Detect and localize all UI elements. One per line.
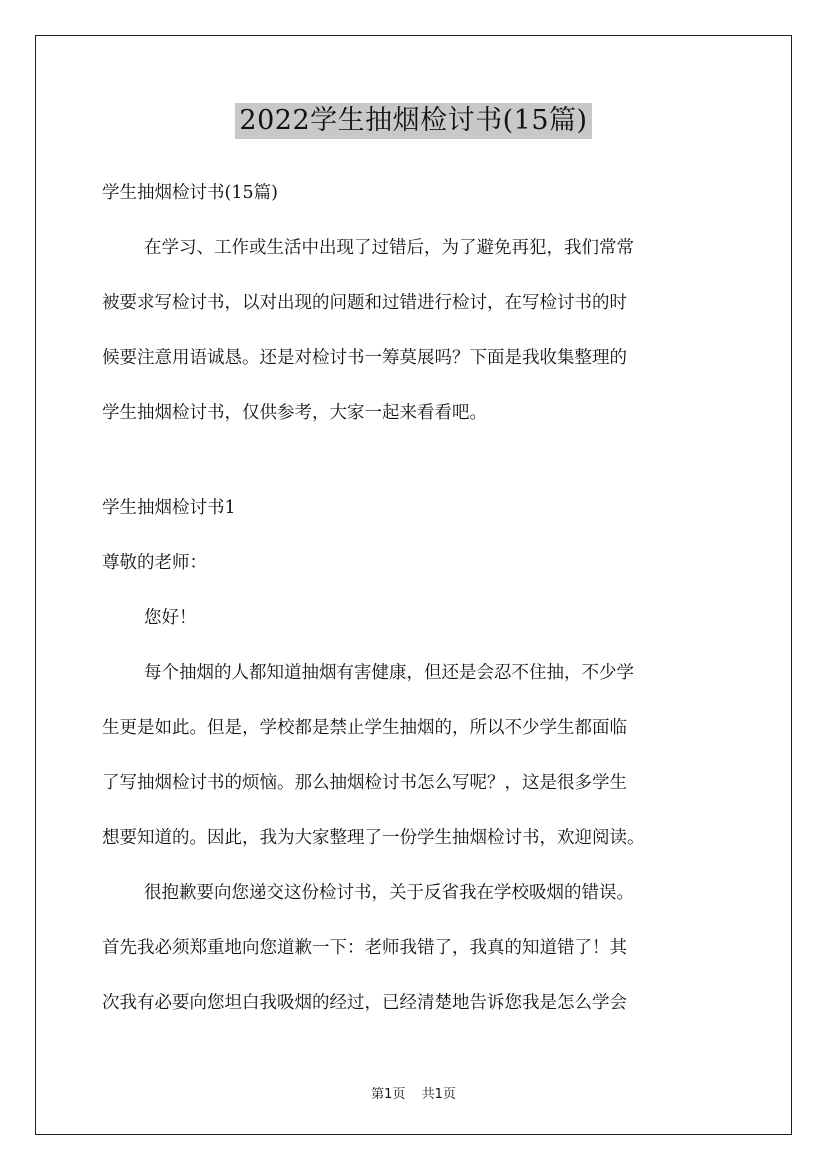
paragraph-line: 次我有必要向您坦白我吸烟的经过，已经清楚地告诉您我是怎么学会 bbox=[102, 993, 627, 1013]
salutation: 尊敬的老师： bbox=[102, 553, 207, 573]
page-footer bbox=[0, 1083, 827, 1102]
paragraph-gap bbox=[102, 447, 730, 487]
page-number: 第1页 bbox=[371, 1087, 406, 1102]
intro-line: 学生抽烟检讨书，仅供参考，大家一起来看看吧。 bbox=[102, 403, 487, 423]
intro-line: 在学习、工作或生活中出现了过错后，为了避免再犯，我们常常 bbox=[144, 238, 634, 258]
paragraph-line: 首先我必须郑重地向您道歉一下：老师我错了，我真的知道错了！其 bbox=[102, 938, 627, 958]
document-subtitle: 学生抽烟检讨书(15篇) bbox=[102, 183, 278, 203]
paragraph-line: 生更是如此。但是，学校都是禁止学生抽烟的，所以不少学生都面临 bbox=[102, 718, 627, 738]
greeting: 您好！ bbox=[144, 608, 197, 628]
document-title: 2022学生抽烟检讨书(15篇) bbox=[235, 103, 591, 139]
title-container bbox=[0, 103, 827, 139]
intro-line: 被要求写检讨书，以对出现的问题和过错进行检讨，在写检讨书的时 bbox=[102, 293, 627, 313]
document-body bbox=[102, 172, 730, 1037]
paragraph-line: 每个抽烟的人都知道抽烟有害健康，但还是会忍不住抽，不少学 bbox=[144, 663, 634, 683]
section-heading: 学生抽烟检讨书1 bbox=[102, 498, 236, 518]
intro-line: 候要注意用语诚恳。还是对检讨书一筹莫展吗？下面是我收集整理的 bbox=[102, 348, 627, 368]
paragraph-line: 了写抽烟检讨书的烦恼。那么抽烟检讨书怎么写呢？，这是很多学生 bbox=[102, 773, 627, 793]
page-total: 共1页 bbox=[421, 1087, 456, 1102]
paragraph-line: 想要知道的。因此，我为大家整理了一份学生抽烟检讨书，欢迎阅读。 bbox=[102, 828, 645, 848]
paragraph-line: 很抱歉要向您递交这份检讨书，关于反省我在学校吸烟的错误。 bbox=[144, 883, 634, 903]
